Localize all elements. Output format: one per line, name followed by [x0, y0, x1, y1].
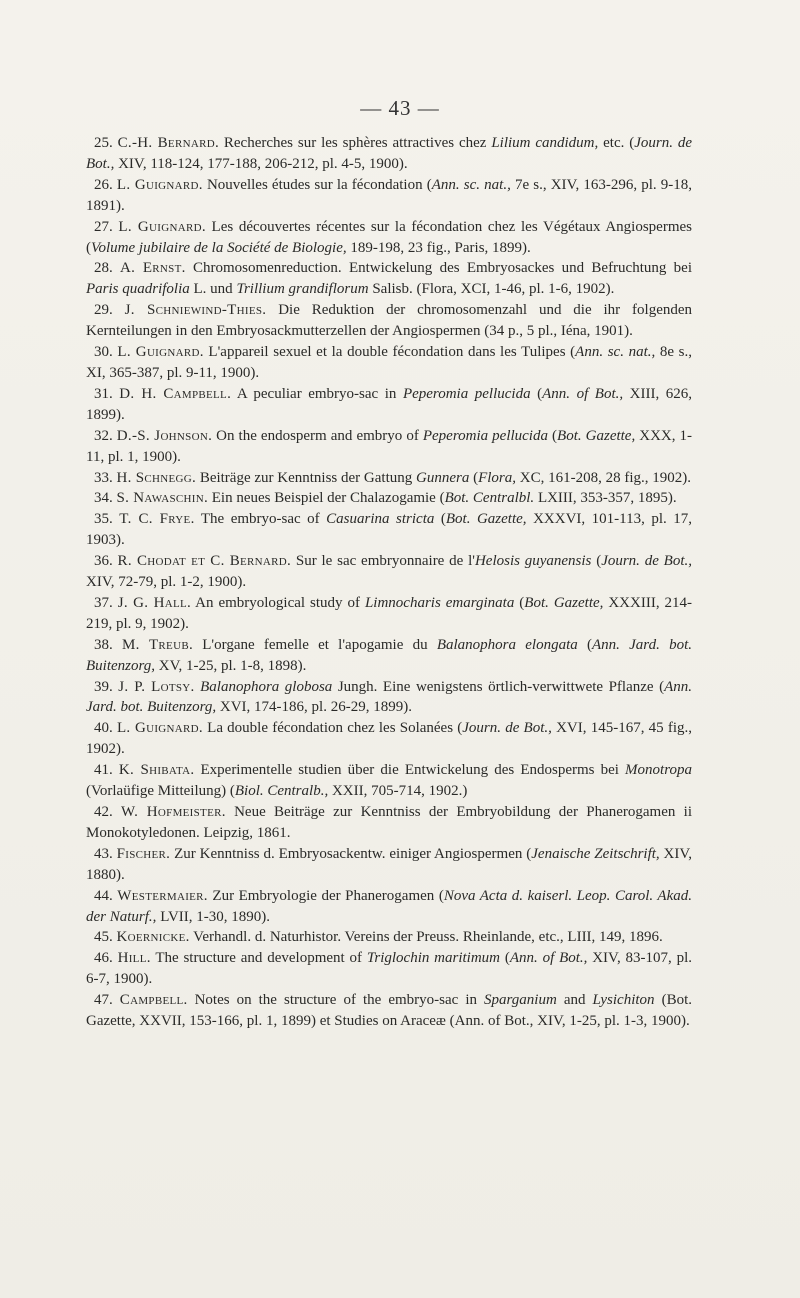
reference-italic: Peperomia pellucida: [422, 427, 548, 444]
reference-text: (: [530, 385, 543, 402]
reference-text: Neue Beiträge zur Kenntniss der Embryobildung der Phanerogamen ii Monokotyledonen. Leipzig, 1861.: [86, 804, 692, 841]
reference-entry: [86, 760, 692, 802]
reference-text: LVII, 1-30, 1890).: [156, 908, 271, 925]
reference-text: (: [469, 469, 479, 486]
reference-author: D.-S. Johnson.: [116, 427, 213, 444]
reference-number: 29.: [94, 302, 113, 319]
reference-text: Die Reduktion der chromosomenzahl und die ihr folgenden Kernteilungen in den Embryosackmutterzellen der Angiospermen (34 p., 5 pl., Iéna, 1901).: [86, 302, 693, 340]
reference-text: and: [556, 992, 593, 1009]
reference-entry: [86, 551, 692, 593]
reference-text: Verhandl. d. Naturhistor. Vereins der Preuss. Rheinlande, etc., LIII, 149, 1896.: [189, 929, 663, 946]
reference-text: Salisb. (Flora, XCI, 1-46, pl. 1-6, 1902).: [368, 281, 615, 298]
reference-text: XIV, 83-107, pl. 6-7, 1900).: [86, 950, 693, 988]
reference-italic: Ann. of Bot.,: [509, 950, 588, 967]
reference-text: XXXVI, 101-113, pl. 17, 1903).: [86, 511, 693, 549]
reference-author: R. Chodat et C. Bernard.: [117, 553, 292, 570]
reference-number: 35.: [94, 511, 113, 528]
reference-italic: Volume jubilaire de la Société de Biologie,: [91, 239, 347, 256]
reference-number: 37.: [94, 594, 113, 611]
reference-italic: Lilium candidum,: [491, 135, 599, 151]
reference-author: A. Ernst.: [120, 260, 186, 277]
reference-text: 189-198, 23 fig., Paris, 1899).: [346, 239, 531, 256]
reference-text: A peculiar embryo-sac in: [231, 385, 403, 402]
reference-text: Experimentelle studien über die Entwickelung des Endosperms bei: [194, 762, 626, 779]
reference-author: D. H. Campbell.: [119, 385, 232, 402]
reference-entry: [86, 990, 692, 1032]
reference-italic: Jenaische Zeitschrift,: [531, 845, 660, 862]
reference-italic: Bot. Gazette,: [557, 427, 636, 444]
reference-text: An embryological study of: [191, 594, 365, 611]
reference-text: LXIII, 353-357, 1895).: [534, 490, 677, 507]
reference-italic: Peperomia pellucida: [402, 385, 531, 402]
reference-number: 28.: [94, 260, 113, 277]
reference-italic: Balanophora elongata: [436, 636, 578, 653]
reference-italic: Balanophora globosa: [200, 678, 333, 695]
reference-italic: Bot. Gazette,: [524, 594, 604, 611]
reference-text: XV, 1-25, pl. 1-8, 1898).: [155, 657, 307, 674]
reference-number: 46.: [94, 950, 113, 967]
reference-entry: [86, 635, 692, 677]
reference-author: L. Guignard.: [116, 176, 203, 193]
reference-text: etc. (: [598, 135, 635, 151]
reference-italic: Limnocharis emarginata: [364, 594, 515, 611]
reference-text: Sur le sac embryonnaire de l': [291, 553, 475, 570]
reference-text: XVI, 145-167, 45 fig., 1902).: [86, 720, 692, 758]
reference-author: L. Guignard.: [117, 344, 204, 361]
reference-text: XXX, 1-11, pl. 1, 1900).: [86, 427, 693, 465]
reference-text: Ein neues Beispiel der Chalazogamie (: [208, 490, 445, 507]
reference-text: On the endosperm and embryo of: [212, 427, 423, 444]
reference-text: (: [577, 636, 592, 653]
reference-italic: Nova Acta d. kaiserl. Leop. Carol. Akad. der Naturf.,: [86, 887, 693, 925]
reference-text: (: [434, 511, 446, 528]
reference-italic: Lysichiton: [592, 992, 655, 1009]
reference-author: J. Schniewind-Thies.: [124, 302, 267, 319]
reference-author: T. C. Frye.: [119, 511, 195, 528]
reference-number: 27.: [94, 218, 113, 235]
reference-number: 43.: [94, 845, 113, 862]
reference-entry: [86, 384, 692, 426]
reference-entry: [86, 426, 692, 468]
reference-number: 42.: [94, 804, 113, 820]
reference-author: H. Schnegg.: [116, 469, 197, 486]
reference-number: 44.: [94, 887, 113, 904]
reference-text: XIV, 1880).: [86, 845, 693, 883]
reference-text: The structure and development of: [150, 950, 367, 967]
reference-number: 45.: [94, 929, 113, 946]
reference-text: (: [547, 427, 558, 444]
reference-number: 34.: [94, 490, 113, 507]
reference-italic: Gunnera: [416, 469, 470, 486]
reference-text: (: [591, 553, 602, 570]
reference-italic: Triglochin maritimum: [366, 950, 501, 967]
reference-number: 30.: [94, 344, 113, 361]
reference-number: 41.: [94, 762, 113, 779]
reference-entry: [86, 927, 692, 948]
reference-number: 31.: [94, 385, 113, 402]
reference-text: Jungh. Eine wenigstens örtlich-verwittwete Pflanze (: [332, 678, 665, 695]
reference-entry: [86, 677, 692, 719]
reference-text: (: [514, 594, 525, 611]
reference-entry: [86, 342, 692, 384]
reference-number: 26.: [94, 176, 113, 193]
reference-text: XIV, 118-124, 177-188, 206-212, pl. 4-5, 1900).: [114, 155, 408, 172]
reference-text: (: [500, 950, 510, 967]
reference-italic: Helosis guyanensis: [474, 553, 592, 570]
reference-italic: Journ. de Bot.,: [86, 135, 693, 172]
reference-entry: [86, 844, 692, 886]
reference-number: 25.: [94, 135, 113, 151]
reference-italic: Journ. de Bot.,: [601, 553, 692, 570]
reference-text: XC, 161-208, 28 fig., 1902).: [516, 469, 692, 486]
reference-italic: Trillium grandiflorum: [236, 281, 369, 298]
reference-author: W. Hofmeister.: [121, 804, 226, 820]
reference-author: Hill.: [117, 950, 151, 967]
reference-entry: [86, 175, 692, 217]
reference-author: Koernicke.: [116, 929, 190, 946]
reference-number: 47.: [94, 992, 113, 1009]
reference-text: Chromosomenreduction. Entwickelung des Embryosackes und Befruchtung bei: [185, 260, 692, 277]
reference-text: The embryo-sac of: [194, 511, 327, 528]
reference-number: 39.: [94, 678, 113, 695]
reference-text: L. und: [189, 281, 237, 298]
reference-entry: [86, 217, 692, 259]
reference-entry: [86, 258, 692, 300]
reference-entry: [86, 718, 692, 760]
reference-number: 38.: [94, 636, 113, 653]
reference-entry: [86, 886, 692, 928]
reference-text: Beiträge zur Kenntniss der Gattung: [196, 469, 417, 486]
reference-author: C.-H. Bernard.: [117, 135, 220, 151]
reference-author: K. Shibata.: [118, 762, 195, 779]
reference-list: [86, 133, 692, 1032]
reference-italic: Paris quadrifolia: [86, 281, 190, 298]
reference-entry: [86, 509, 692, 551]
reference-number: 36.: [94, 553, 113, 570]
reference-number: 40.: [94, 720, 113, 737]
reference-italic: Ann. sc. nat.,: [575, 344, 656, 361]
reference-entry: [86, 133, 692, 175]
reference-italic: Casuarina stricta: [326, 511, 435, 528]
reference-author: M. Treub.: [122, 636, 194, 653]
reference-author: Campbell.: [119, 992, 188, 1009]
reference-text: Recherches sur les sphères attractives chez: [219, 135, 492, 151]
reference-text: XIV, 72-79, pl. 1-2, 1900).: [86, 574, 247, 591]
reference-italic: Ann. of Bot.,: [542, 385, 624, 402]
reference-text: 7e s., XIV, 163-296, pl. 9-18, 1891).: [86, 176, 692, 214]
reference-text: 8e s., XI, 365-387, pl. 9-11, 1900).: [86, 344, 692, 381]
page-number: — 43 —: [360, 96, 440, 120]
reference-text: XIII, 626, 1899).: [86, 385, 693, 423]
reference-text: L'appareil sexuel et la double fécondation dans les Tulipes (: [203, 344, 576, 361]
reference-italic: Flora,: [478, 469, 517, 486]
reference-author: L. Guignard.: [116, 720, 203, 737]
reference-number: 33.: [94, 469, 113, 486]
reference-text: (Vorlaüfige Mitteilung) (: [86, 783, 235, 800]
reference-number: 32.: [94, 427, 113, 444]
reference-italic: Sparganium: [484, 992, 557, 1009]
reference-author: Westermaier.: [117, 887, 208, 904]
reference-entry: [86, 802, 692, 844]
reference-italic: Monotropa: [625, 762, 692, 779]
reference-text: (Bot. Gazette, XXVII, 153-166, pl. 1, 1899) et Studies on Araceæ (Ann. of Bot., XIV, 1-25, pl. 1-3, 1900).: [86, 992, 692, 1030]
reference-text: L'organe femelle et l'apogamie du: [193, 636, 437, 653]
reference-entry: [86, 593, 692, 635]
reference-author: Fischer.: [116, 845, 171, 862]
reference-text: XVI, 174-186, pl. 26-29, 1899).: [216, 699, 412, 716]
reference-italic: Ann. Jard. bot. Buitenzorg,: [86, 678, 693, 716]
reference-italic: Biol. Centralb.,: [234, 783, 329, 800]
reference-text: XXII, 705-714, 1902.): [328, 783, 468, 800]
reference-text: La double fécondation chez les Solanées (: [202, 720, 463, 737]
reference-entry: [86, 468, 692, 489]
reference-entry: [86, 300, 692, 342]
reference-italic: Bot. Centralbl.: [444, 490, 535, 507]
reference-text: Notes on the structure of the embryo-sac in: [187, 992, 485, 1009]
reference-author: S. Nawaschin.: [116, 490, 208, 507]
reference-italic: Ann. Jard. bot. Buitenzorg,: [86, 636, 692, 674]
reference-text: Les découvertes récentes sur la fécondation chez les Végétaux Angiospermes (: [86, 218, 692, 256]
reference-text: Nouvelles études sur la fécondation (: [202, 176, 432, 193]
reference-entry: [86, 488, 692, 509]
reference-author: J. P. Lotsy.: [118, 678, 195, 695]
reference-italic: Ann. sc. nat.,: [431, 176, 511, 193]
reference-entry: [86, 948, 692, 990]
reference-author: J. G. Hall.: [117, 594, 192, 611]
reference-author: L. Guignard.: [118, 218, 206, 235]
reference-italic: Bot. Gazette,: [445, 511, 527, 528]
reference-text: Zur Kenntniss d. Embryosackentw. einiger Angiospermen (: [170, 845, 532, 862]
reference-italic: Journ. de Bot.,: [462, 720, 552, 737]
reference-text: Zur Embryologie der Phanerogamen (: [207, 887, 444, 904]
reference-text: XXXIII, 214-219, pl. 9, 1902).: [86, 594, 693, 632]
